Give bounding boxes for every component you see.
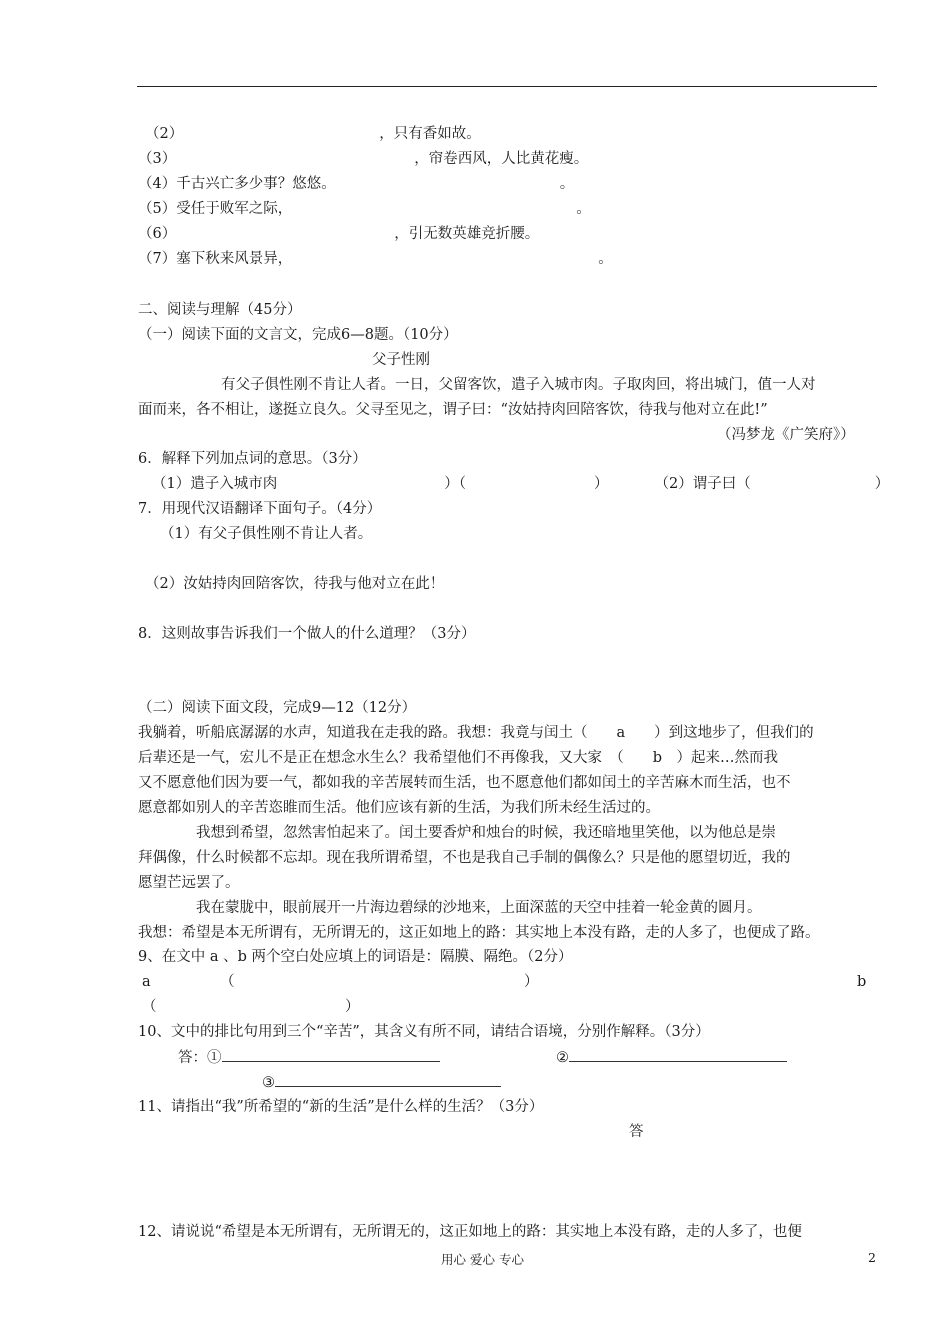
q9-a-close: ） (524, 974, 539, 990)
section-heading: 二、阅读与理解（45分） (138, 302, 302, 318)
footer-motto: 用心 爱心 专心 (441, 1252, 524, 1267)
question-8: 8．这则故事告诉我们一个做人的什么道理？（3分） (138, 626, 476, 642)
q6-item-1: （1）遣子入城市肉 (152, 476, 278, 492)
item-text: ，引无数英雄竞折腰。 (394, 226, 540, 242)
passage-line: 有父子俱性刚不肯让人者。一日，父留客饮，遣子入城市肉。子取肉回，将出城门，值一人对 (221, 377, 816, 393)
question-7-item-2: （2）汝姑持肉回陪客饮，待我与他对立在此！ (145, 576, 445, 592)
question-7-item-1: （1）有父子俱性刚不肯让人者。 (160, 526, 373, 542)
q10-answer-label: ② (556, 1050, 569, 1066)
fill-item-6 (138, 224, 539, 244)
question-6-items (152, 474, 889, 494)
fill-item-3 (138, 149, 588, 169)
part2-heading: （二）阅读下面文段，完成9—12（12分） (138, 700, 417, 716)
passage-title: 父子性刚 (372, 352, 430, 368)
fill-item-7 (138, 249, 613, 269)
passage-line: 面而来，各不相让，遂挺立良久。父寻至见之，谓子曰：“汝姑持肉回陪客饮，待我与他对立在此!” (138, 402, 768, 418)
part1-heading: （一）阅读下面的文言文，完成6—8题。（10分） (138, 327, 458, 343)
passage-line: 愿望芒远罢了。 (138, 875, 240, 891)
answer-line (275, 1072, 501, 1087)
passage-line: 后辈还是一气，宏儿不是正在想念水生么？我希望他们不再像我，又大家 （ b ）起来…然而我 (138, 750, 779, 766)
q10-answer-1 (178, 1047, 440, 1067)
fill-item-4 (138, 174, 574, 194)
item-number: （5） (138, 201, 177, 217)
item-text: 受任于败军之际， (176, 201, 293, 217)
q10-answer-label: 答：① (178, 1050, 222, 1066)
passage-line: 拜偶像，什么时候都不忘却。现在我所谓希望，不也是我自己手制的偶像么？只是他的愿望切近，我的 (138, 850, 791, 866)
passage-line: 愿意都如别人的辛苦恣睢而生活。他们应该有新的生活，为我们所未经生活过的。 (138, 800, 660, 816)
passage-line: 我想到希望，忽然害怕起来了。闰土要香炉和烛台的时候，我还暗地里笑他，以为他总是崇 (138, 825, 776, 841)
header-rule (137, 86, 877, 87)
passage-line: 我在蒙胧中，眼前展开一片海边碧绿的沙地来，上面深蓝的天空中挂着一轮金黄的圆月。 (138, 900, 762, 916)
q6-paren: ） (593, 476, 609, 492)
page-number: 2 (868, 1250, 876, 1265)
q6-paren: ）（ (444, 476, 466, 492)
passage-line: 我躺着，听船底潺潺的水声，知道我在走我的路。我想：我竟与闰土（ a ）到这地步了，但我们的 (138, 725, 814, 741)
item-end: 。 (598, 251, 613, 267)
q10-answer-3 (262, 1072, 501, 1092)
q11-answer-label: 答 (629, 1124, 644, 1140)
item-number: （4） (138, 176, 177, 192)
answer-line (569, 1047, 787, 1062)
fill-item-5 (138, 199, 591, 219)
question-7: 7．用现代汉语翻译下面句子。（4分） (138, 501, 382, 517)
q6-paren: ） (874, 476, 890, 492)
q9-b-close: ） (345, 999, 360, 1015)
item-number: （3） (138, 151, 177, 167)
passage-source: （冯梦龙《广笑府》） (717, 427, 855, 443)
item-end: 。 (559, 176, 575, 192)
q9-a-open: （ (220, 974, 235, 990)
q10-answer-2 (556, 1047, 787, 1067)
passage-line: 我想：希望是本无所谓有，无所谓无的，这正如地上的路：其实地上本没有路，走的人多了，也便成了路。 (138, 925, 820, 941)
question-6: 6．解释下列加点词的意思。（3分） (138, 451, 367, 467)
question-12: 12、请说说“希望是本无所谓有，无所谓无的，这正如地上的路：其实地上本没有路，走的人多了，也便 (138, 1224, 802, 1240)
question-9: 9、在文中 a 、b 两个空白处应填上的词语是：隔膜、隔绝。（2分） (138, 949, 573, 965)
item-text: ，只有香如故。 (379, 126, 481, 142)
item-number: （2） (145, 126, 184, 142)
item-text: 千古兴亡多少事？悠悠。 (176, 176, 336, 192)
item-text: ，帘卷西风，人比黄花瘦。 (414, 151, 589, 167)
q10-answer-label: ③ (262, 1075, 275, 1091)
answer-line (222, 1047, 440, 1062)
fill-item-2 (145, 124, 481, 144)
item-number: （7） (138, 251, 177, 267)
q6-item-2: （2）谓子曰（ (654, 476, 751, 492)
q9-b-label: b (857, 974, 867, 990)
question-10: 10、文中的排比句用到三个“辛苦”，其含义有所不同，请结合语境，分别作解释。（3分） (138, 1024, 710, 1040)
passage-line: 又不愿意他们因为要一气，都如我的辛苦展转而生活，也不愿意他们都如闰土的辛苦麻木而生活，也不 (138, 775, 791, 791)
item-text: 塞下秋来风景异， (176, 251, 293, 267)
item-end: 。 (576, 201, 591, 217)
question-11: 11、请指出“我”所希望的“新的生活”是什么样的生活？（3分） (138, 1099, 544, 1115)
q9-a-label: a (142, 974, 151, 990)
item-number: （6） (138, 226, 177, 242)
q9-b-open: （ (142, 999, 157, 1015)
